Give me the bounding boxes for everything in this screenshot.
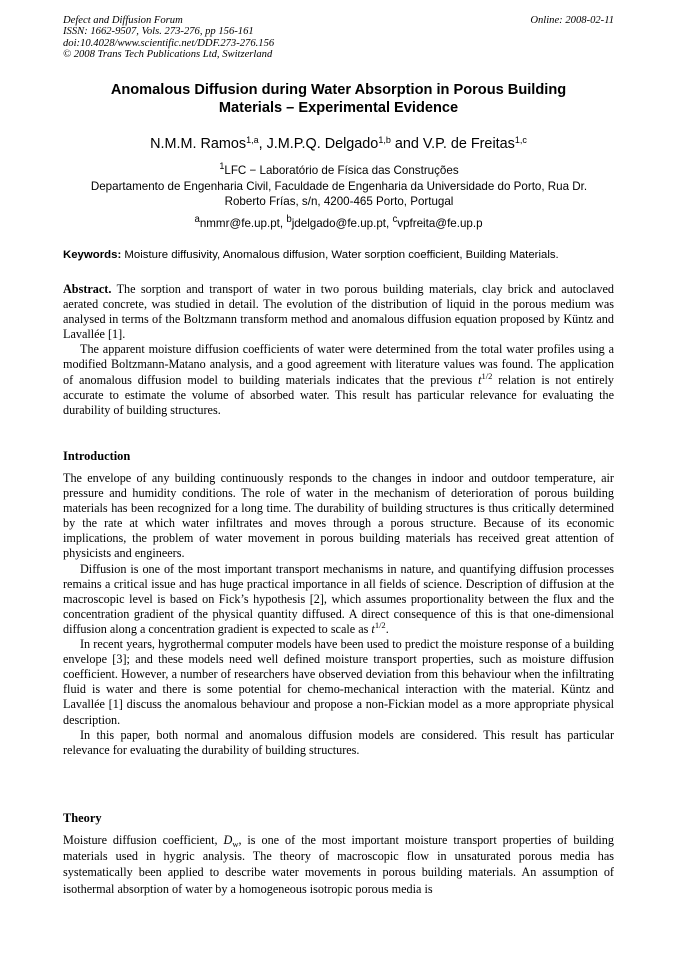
keywords — [63, 248, 623, 263]
keywords-text: Moisture diffusivity, Anomalous diffusion, Water sorption coefficient, Building Materials. — [121, 249, 559, 261]
introduction-section — [63, 471, 614, 758]
author-list — [63, 135, 614, 153]
abstract — [63, 282, 614, 418]
author-1-affil: 1,a — [246, 135, 259, 145]
intro-paragraph-4: In this paper, both normal and anomalous diffusion models are considered. This result has particular relevance for evaluating the durability of building structures. — [63, 727, 614, 757]
online-date: Online: 2008-02-11 — [530, 15, 614, 26]
journal-header — [63, 15, 463, 61]
intro-paragraph-2: Diffusion is one of the most important transport mechanisms in nature, and quantifying diffusion processes remains a critical issue and has huge practical importance in all fields of science. Description of diffusion at the macroscopic level is based on Fick’s hypothesis [2], which assumes proportionality between the flux and the concentration gradient of the physical quantity diffused. A direct consequence of this is that one-dimensional diffusion along a concentration gradient is expected to scale as $t^{1/2}$. — [63, 561, 614, 636]
theory-paragraph-1: Moisture diffusion coefficient, $D_w$, is one of the most important moisture transport properties of building materials used in hygric analysis. The theory of macroscopic flow in unsaturated porous media has systematically been applied to describe water movements in porous building materials. An assumption of isothermal absorption of water by a homogeneous isotropic porous media is — [63, 833, 614, 896]
email-b[interactable]: jdelgado@fe.up.pt, — [291, 216, 393, 230]
math-exponent: 1/2 — [481, 370, 493, 381]
math-subscript: w — [232, 839, 239, 849]
math-t: t — [371, 621, 375, 636]
journal-copyright: © 2008 Trans Tech Publications Ltd, Switzerland — [63, 49, 273, 61]
author-3: and V.P. de Freitas — [390, 136, 515, 152]
math-t: t — [478, 372, 482, 387]
abstract-paragraph-1: Abstract. The sorption and transport of water in two porous building materials, clay brick and autoclaved aerated concrete, was studied in detail. The evolution of the distribution of liquid in the porous medium was analysed in terms of the Boltzmann transform method and anomalous diffusion equation proposed by Küntz and Lavallée [1]. — [63, 282, 614, 342]
author-2-affil: 1,b — [378, 135, 391, 145]
section-heading-theory: Theory — [63, 811, 102, 825]
journal-doi: doi:10.4028/www.scientific.net/DDF.273-276.156 — [63, 37, 275, 49]
email-marker-a: a — [194, 214, 200, 225]
affiliation-line-1: $^1$LFC − Laboratório de Física das Construções — [219, 161, 459, 177]
intro-paragraph-1: The envelope of any building continuously responds to the changes in indoor and outdoor temperature, air pressure and humidity conditions. The role of water in the mechanism of deterioration of porous building materials has been recognized for a long time. The durability of building structures is thus critically determined by the rate at which water infiltrates and moves through a porous structure. Because of its economic implications, the problem of water movement in porous building materials has received great attention of physicists and engineers. — [63, 471, 614, 561]
abstract-label: Abstract. — [63, 282, 112, 296]
math-exponent: 1/2 — [374, 619, 386, 630]
math-D: D — [223, 833, 233, 847]
title-line-2: Materials – Experimental Evidence — [218, 100, 459, 116]
affiliation — [40, 163, 638, 210]
author-2: , J.M.P.Q. Delgado — [258, 136, 379, 152]
paper-title — [63, 81, 614, 117]
author-emails — [63, 212, 614, 231]
abstract-paragraph-2: The apparent moisture diffusion coefficients of water were determined from the total water profiles using a modified Boltzmann-Matano analysis, and a good agreement with literature values was found. The application of anomalous diffusion model to building materials indicates that the previous $t^{1/2}$ relation is not entirely accurate to estimate the volume of absorbed water. This result has particular relevance for evaluating the durability of building structures. — [63, 342, 614, 417]
author-3-affil: 1,c — [514, 135, 527, 145]
email-c[interactable]: vpfreita@fe.up.p — [397, 216, 483, 230]
email-a[interactable]: nmmr@fe.up.pt, — [199, 216, 287, 230]
journal-issn: ISSN: 1662-9507, Vols. 273-276, pp 156-161 — [63, 26, 254, 38]
keywords-label: Keywords: — [63, 249, 122, 261]
intro-paragraph-3: In recent years, hygrothermal computer models have been used to predict the moisture response of a building envelope [3]; and these models need well defined moisture transport properties, such as moisture diffusion coefficient. However, a number of researchers have observed deviation from this behaviour when the infiltrating fluid is water and there is some potential for chemo-mechanical interaction with the material. Küntz and Lavallée [1] discuss the anomalous behaviour and propose a non-Fickian model as a more appropriate physical description. — [63, 637, 614, 727]
affiliation-line-3: Roberto Frías, s/n, 4200-465 Porto, Portugal — [224, 195, 454, 208]
email-marker-c: c — [392, 214, 398, 225]
email-marker-b: b — [286, 214, 292, 225]
affiliation-line-2: Departamento de Engenharia Civil, Faculdade de Engenharia da Universidade do Porto, Rua Dr. — [90, 179, 588, 193]
journal-name: Defect and Diffusion Forum — [63, 15, 183, 26]
section-heading-introduction: Introduction — [63, 449, 131, 463]
theory-section — [63, 832, 614, 897]
author-1: N.M.M. Ramos — [150, 136, 247, 152]
affiliation-marker: 1 — [219, 161, 225, 171]
title-line-1: Anomalous Diffusion during Water Absorption in Porous Building — [110, 82, 567, 98]
